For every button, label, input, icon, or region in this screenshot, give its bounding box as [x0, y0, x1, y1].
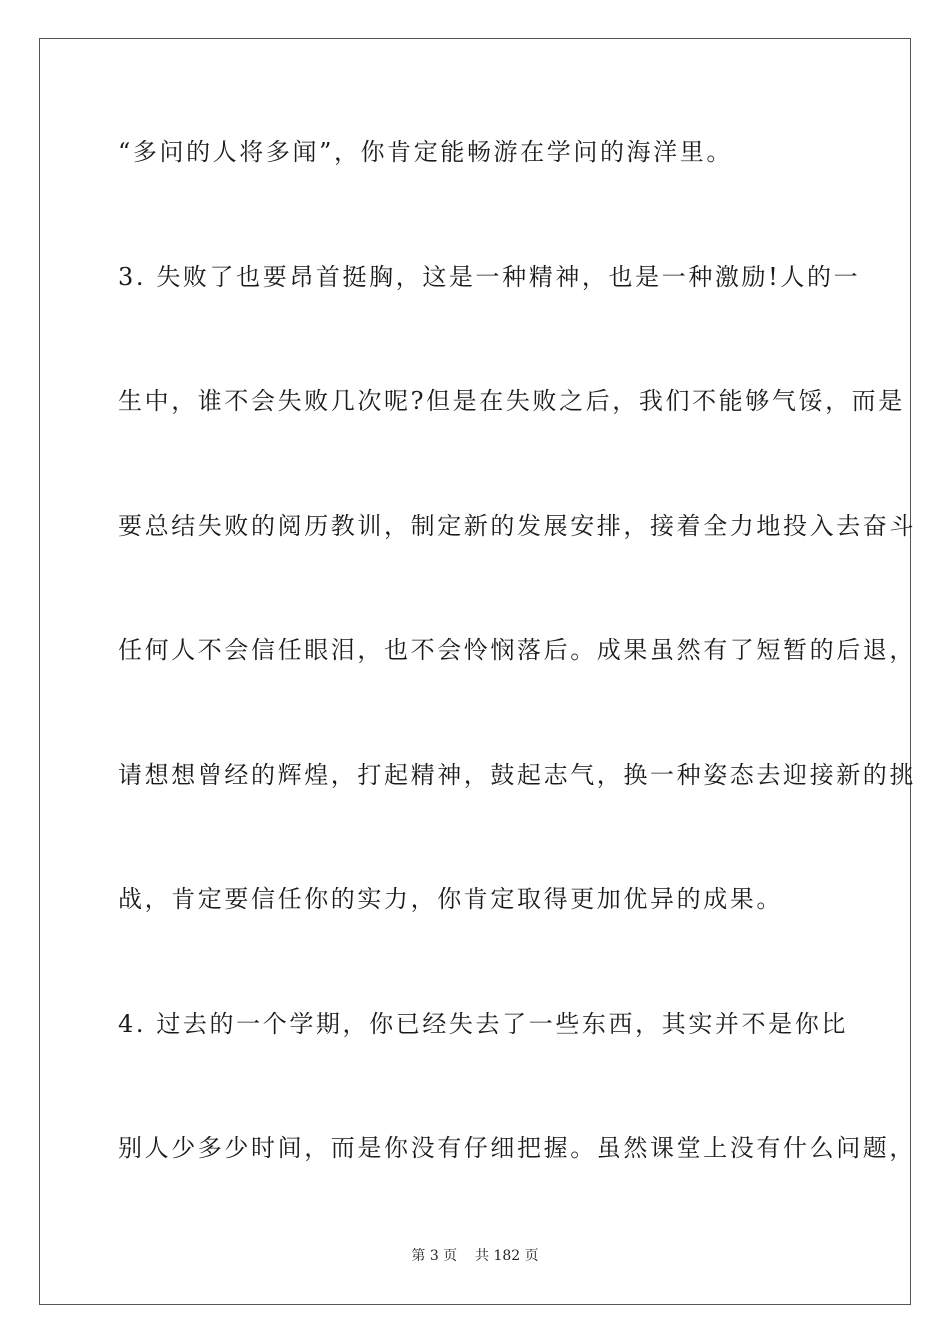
text-line-5: 任何人不会信任眼泪，也不会怜悯落后。成果虽然有了短暂的后退，	[118, 636, 916, 664]
text-line-6: 请想想曾经的辉煌，打起精神，鼓起志气，换一种姿态去迎接新的挑	[118, 761, 916, 789]
text-line-9: 别人少多少时间，而是你没有仔细把握。虽然课堂上没有什么问题，	[118, 1134, 916, 1162]
text-line-8: 4. 过去的一个学期，你已经失去了一些东西，其实并不是你比	[118, 1010, 848, 1038]
page-footer	[0, 1247, 950, 1265]
page-border	[39, 38, 916, 1305]
text-line-7: 战，肯定要信任你的实力，你肯定取得更加优异的成果。	[118, 885, 783, 913]
page-number: 第 3 页	[411, 1248, 458, 1264]
page-total: 共 182 页	[475, 1248, 539, 1264]
text-line-2: 3. 失败了也要昂首挺胸，这是一种精神，也是一种激励!人的一	[118, 263, 861, 291]
text-line-4: 要总结失败的阅历教训，制定新的发展安排，接着全力地投入去奋斗	[118, 512, 916, 540]
text-line-3: 生中，谁不会失败几次呢?但是在失败之后，我们不能够气馁，而是	[118, 387, 905, 415]
footer-spacer	[457, 1248, 475, 1264]
text-line-1: “多问的人将多闻”，你肯定能畅游在学问的海洋里。	[118, 138, 733, 166]
